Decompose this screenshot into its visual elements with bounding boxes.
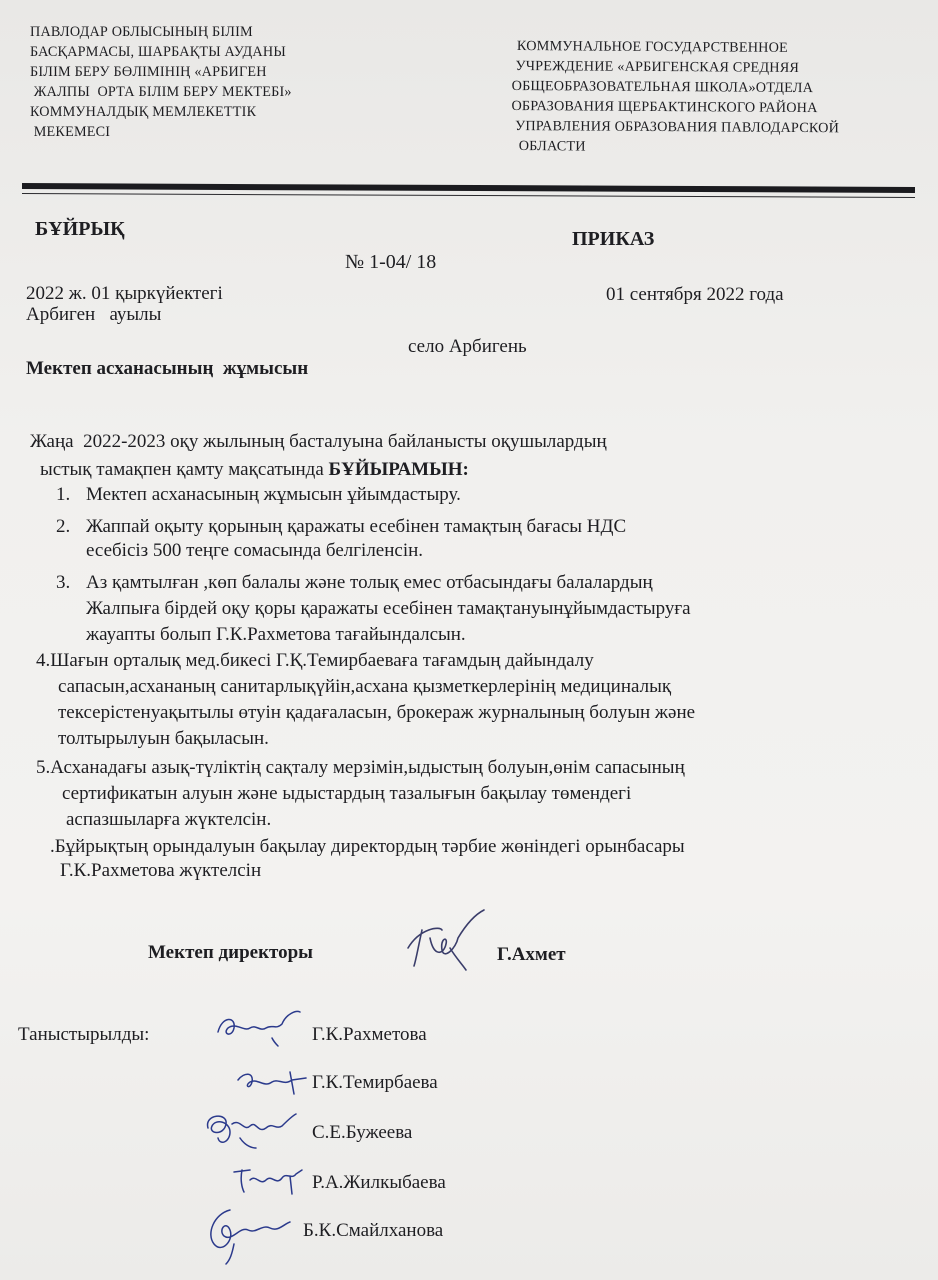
order-subject: Мектеп асханасының жұмысын [26,358,309,379]
acquainted-name: Р.А.Жилкыбаева [312,1172,446,1193]
header-ru [511,36,840,158]
signature-smailkhanova [204,1200,294,1266]
acquainted-label: Таныстырылды: [18,1024,150,1045]
signature-rakhmetova [212,1008,304,1050]
header-kz-line: ПАВЛОДАР ОБЛЫСЫНЫҢ БІЛІМ [30,24,253,40]
header-ru-line: КОММУНАЛЬНОЕ ГОСУДАРСТВЕННОЕ [516,38,788,56]
place-ru: село Арбигень [408,336,527,357]
acquainted-name: Б.К.Смайлханова [303,1220,444,1241]
item-line: толтырылуын бақыласын. [58,728,269,749]
header-ru-line: ОБЩЕОБРАЗОВАТЕЛЬНАЯ ШКОЛА»ОТДЕЛА [511,77,814,97]
signature-buzheeva [200,1108,300,1152]
item-line: жауапты болып Г.К.Рахметова тағайындалсын. [86,624,466,645]
date-kz: 2022 ж. 01 қыркүйектегі [26,283,223,304]
order-number: № 1-04/ 18 [345,251,437,273]
place-kz: Арбиген ауылы [26,304,162,325]
director-name: Г.Ахмет [497,944,566,965]
item-number: 3. [56,572,71,593]
preamble-line-2 [40,459,469,481]
doc-title-kz: БҰЙРЫҚ [35,218,125,240]
header-ru-line: УЧРЕЖДЕНИЕ «АРБИГЕНСКАЯ СРЕДНЯЯ [511,57,800,77]
director-label: Мектеп директоры [148,942,314,963]
acquainted-name: С.Е.Бужеева [312,1122,413,1143]
item-line: сертификатын алуын және ыдыстардың тазалығын бақылау төмендегі [62,783,632,804]
signature-temirbaeva [234,1066,310,1098]
item-line: аспазшыларға жүктелсін. [66,809,272,830]
item-line: 5.Асханадағы азық-түліктің сақталу мерзімін,ыдыстың болуын,өнім сапасының [36,757,685,778]
item-number: 2. [56,516,71,537]
header-kz-line: КОММУНАЛДЫҚ МЕМЛЕКЕТТІК [30,104,257,120]
preamble-line-1: Жаңа 2022-2023 оқу жылының басталуына байланысты оқушылардың [30,431,607,452]
doc-title-ru: ПРИКАЗ [572,228,655,250]
date-ru: 01 сентября 2022 года [606,284,784,305]
header-kz-line: БІЛІМ БЕРУ БӨЛІМІНІҢ «АРБИГЕН [30,64,267,80]
header-kz [30,22,292,142]
item-line: Жалпыға бірдей оқу қоры қаражаты есебінен тамақтануынұйымдастыруға [86,598,691,619]
header-kz-line: ЖАЛПЫ ОРТА БІЛІМ БЕРУ МЕКТЕБІ» [30,84,292,100]
preamble-order-word: БҰЙЫРАМЫН: [328,459,469,480]
acquainted-name: Г.К.Рахметова [312,1024,427,1045]
item-line: Аз қамтылған ,көп балалы және толық емес отбасындағы балалардың [86,572,653,593]
item-line: тексерістенуақытылы өтуін қадағаласын, брокераж журналының болуын және [58,702,696,723]
header-divider [22,183,915,193]
header-divider-thin [22,193,915,198]
director-signature [400,908,490,978]
header-kz-line: БАСҚАРМАСЫ, ШАРБАҚТЫ АУДАНЫ [30,44,286,60]
item-line: .Бұйрықтың орындалуын бақылау директордың тәрбие жөніндегі орынбасары [50,836,685,857]
header-kz-line: МЕКЕМЕСІ [30,124,111,140]
header-ru-line: ОБРАЗОВАНИЯ ЩЕРБАКТИНСКОГО РАЙОНА [511,97,818,117]
preamble-text: ыстық тамақпен қамту мақсатында [40,459,329,480]
item-line: Г.К.Рахметова жүктелсін [60,860,262,881]
item-line: Жаппай оқыту қорының қаражаты есебінен тамақтың бағасы НДС [86,516,627,537]
header-ru-line: ОБЛАСТИ [511,137,586,155]
header-ru-line: УПРАВЛЕНИЯ ОБРАЗОВАНИЯ ПАВЛОДАРСКОЙ [511,117,840,137]
item-line: 4.Шағын орталық мед.бикесі Г.Қ.Темирбаеваға тағамдың дайындалу [36,650,594,671]
item-number: 1. [56,484,71,505]
acquainted-name: Г.К.Темирбаева [312,1072,438,1093]
signature-zhilkybaeva [230,1162,306,1196]
item-line: Мектеп асханасының жұмысын ұйымдастыру. [86,484,461,505]
item-line: есебісіз 500 теңге сомасында белгіленсін. [86,540,424,561]
item-line: сапасын,асхананың санитарлықүйін,асхана қызметкерлерінің медициналық [58,676,672,697]
